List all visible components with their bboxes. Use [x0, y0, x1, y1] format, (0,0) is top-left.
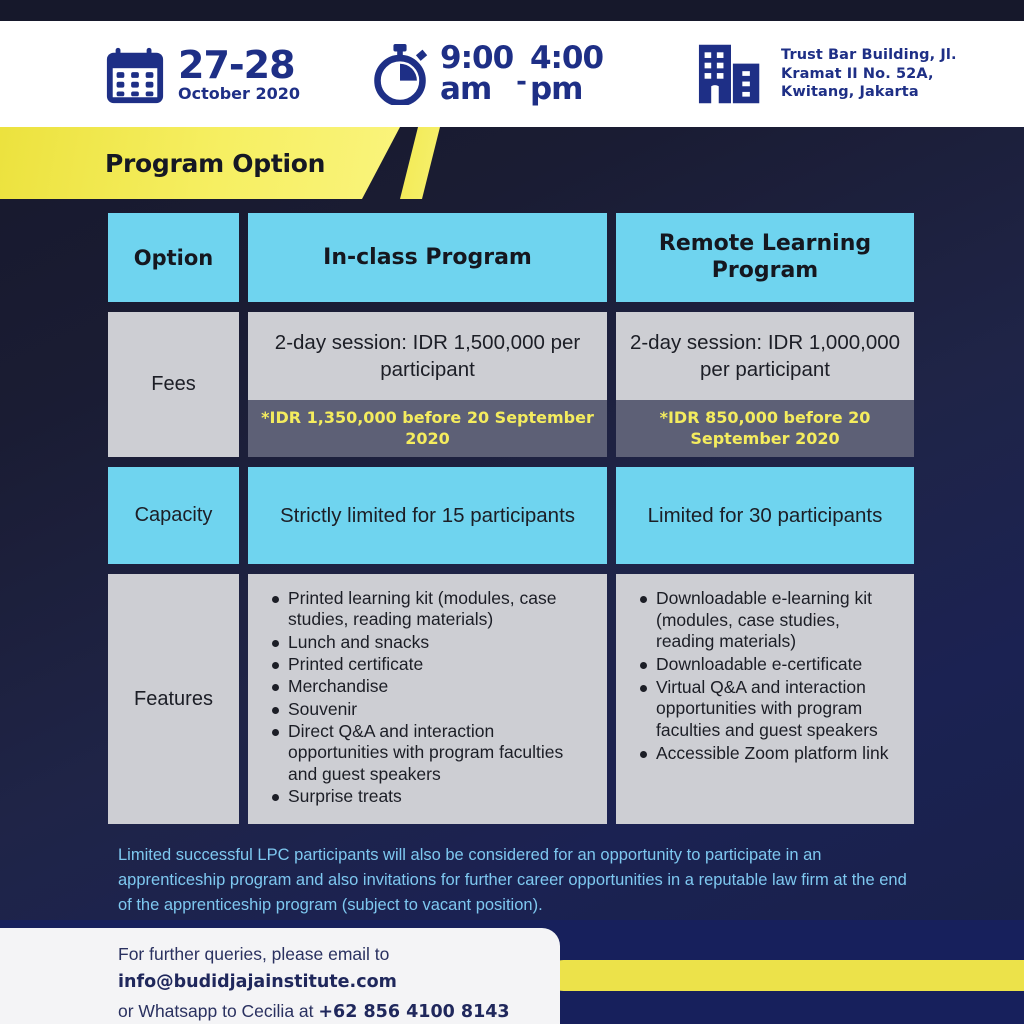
contact-line-3: [118, 997, 510, 1024]
features-in-class-col: [248, 574, 607, 824]
banner-title: Program Option: [105, 148, 326, 178]
feature-item: Surprise treats: [270, 786, 595, 807]
feature-item: Virtual Q&A and interaction opportunities with program faculties and guest speakers: [638, 677, 902, 742]
features-row-label: Features: [108, 574, 239, 824]
building-icon: [695, 41, 767, 107]
table-row-features: [108, 574, 914, 824]
feature-item: Direct Q&A and interaction opportunities with program faculties and guest speakers: [270, 721, 595, 785]
contact-email[interactable]: info@budidjajainstitute.com: [118, 972, 397, 993]
event-time-start-hour: 9:00: [440, 40, 514, 76]
venue-line-2: Kramat II No. 52A,: [781, 65, 934, 82]
event-date-month: October 2020: [178, 84, 301, 103]
fees-in-class-stack: [248, 312, 607, 457]
contact-whatsapp-prefix: or Whatsapp to Cecilia at: [118, 1000, 319, 1021]
features-remote-col: [616, 574, 914, 824]
fees-in-class-main: 2-day session: IDR 1,500,000 per participant: [248, 312, 607, 400]
feature-item: Lunch and snacks: [270, 632, 595, 653]
contact-details: [118, 940, 510, 1024]
capacity-remote-value: Limited for 30 participants: [616, 467, 914, 564]
event-time-separator: -: [516, 67, 527, 97]
event-time-end-hour: 4:00: [529, 40, 604, 76]
table-header-option-label: Option: [108, 213, 239, 302]
program-option-banner: [0, 127, 470, 199]
event-date-block: [104, 43, 300, 105]
table-header-option: [108, 213, 239, 302]
bottom-yellow-bar: [548, 960, 1024, 991]
apprenticeship-note: Limited successful LPC participants will also be considered for an opportunity to participate in an apprenticeship program and also invitations for further career opportunities in a reputable law firm at the end of the apprenticeship program (subject to vacant position).: [118, 846, 907, 914]
fees-in-class-promo: *IDR 1,350,000 before 20 September 2020: [248, 400, 607, 457]
feature-item: Printed learning kit (modules, case studies, reading materials): [270, 588, 595, 631]
program-option-table: [108, 213, 914, 834]
venue-line-1: Trust Bar Building, Jl.: [781, 47, 957, 64]
event-time-block: [370, 40, 604, 107]
table-header-in-class: [248, 213, 607, 302]
feature-item: Accessible Zoom platform link: [638, 743, 902, 765]
features-label-col: [108, 574, 239, 824]
table-row-fees: [108, 312, 914, 457]
capacity-in-class-col: [248, 467, 607, 564]
feature-item: Merchandise: [270, 676, 595, 697]
features-remote-items: [638, 588, 902, 765]
stopwatch-icon: [370, 43, 430, 105]
features-in-class-items: [270, 588, 595, 807]
capacity-in-class-value: Strictly limited for 15 participants: [248, 467, 607, 564]
table-header-row: [108, 213, 914, 302]
fees-remote-promo: *IDR 850,000 before 20 September 2020: [616, 400, 914, 457]
feature-item: Downloadable e-certificate: [638, 654, 902, 676]
event-time-text: [440, 40, 604, 107]
table-header-remote-label: Remote Learning Program: [616, 213, 914, 302]
banner-accent-stripe: [400, 127, 460, 199]
feature-item: Printed certificate: [270, 654, 595, 675]
top-dark-strip: [0, 0, 1024, 21]
event-time-start: [440, 40, 514, 107]
fees-remote-stack: [616, 312, 914, 457]
capacity-remote-col: [616, 467, 914, 564]
event-venue-block: [695, 41, 957, 107]
event-time-start-meridiem: am: [440, 71, 492, 107]
fees-in-class-col: [248, 312, 607, 457]
venue-line-3: Kwitang, Jakarta: [781, 84, 919, 101]
fees-row-label: Fees: [108, 312, 239, 457]
event-venue-address: [781, 46, 957, 102]
calendar-icon: [104, 43, 166, 105]
feature-item: Downloadable e-learning kit (modules, case studies, reading materials): [638, 588, 902, 653]
contact-card: [0, 928, 560, 1024]
event-date-text: [178, 43, 301, 103]
event-date-days: 27-28: [178, 43, 295, 87]
event-time-end: [529, 40, 604, 107]
event-info-header: [0, 21, 1024, 127]
contact-line-1: For further queries, please email to: [118, 944, 390, 964]
capacity-row-label: Capacity: [108, 467, 239, 564]
table-header-in-class-label: In-class Program: [248, 213, 607, 302]
table-header-remote: [616, 213, 914, 302]
fees-label-col: [108, 312, 239, 457]
fees-remote-main: 2-day session: IDR 1,000,000 per participant: [616, 312, 914, 400]
event-time-end-meridiem: pm: [529, 71, 583, 107]
features-in-class-list: [248, 574, 607, 824]
features-remote-list: [616, 574, 914, 824]
feature-item: Souvenir: [270, 699, 595, 720]
table-row-capacity: [108, 467, 914, 564]
contact-phone[interactable]: +62 856 4100 8143: [318, 1001, 510, 1022]
fees-remote-col: [616, 312, 914, 457]
capacity-label-col: [108, 467, 239, 564]
